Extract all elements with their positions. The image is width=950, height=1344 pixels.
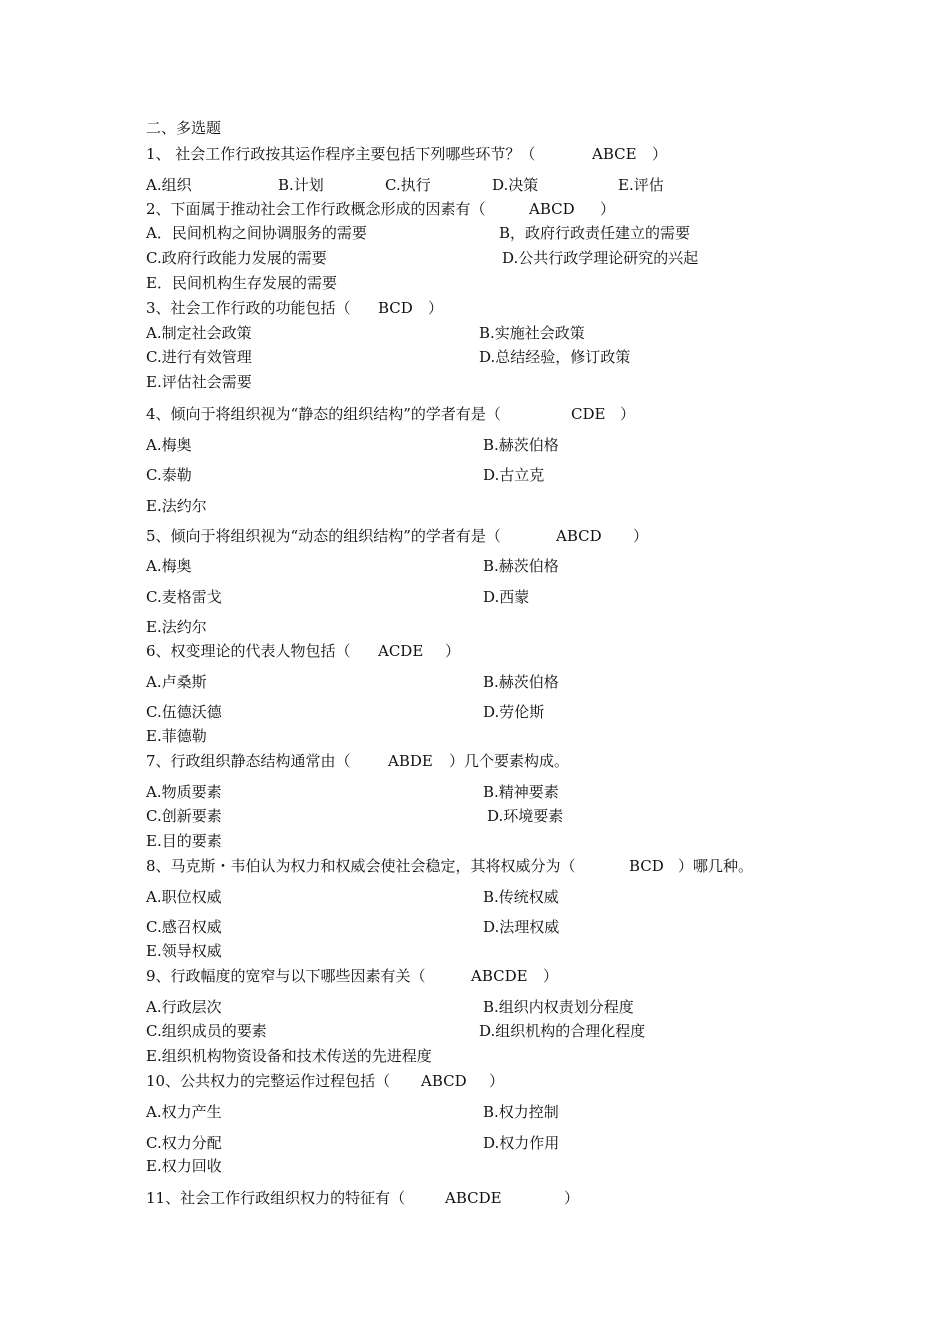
question-4-stem-end: ） <box>620 405 636 423</box>
question-5-option-e: E.法约尔 <box>146 618 207 636</box>
question-4-option-e: E.法约尔 <box>146 497 207 515</box>
question-5-stem: 5、倾向于将组织视为“动态的组织结构”的学者有是（ <box>146 527 501 545</box>
question-1-stem-end: ） <box>652 145 668 163</box>
question-2-option-d: D.公共行政学理论研究的兴起 <box>502 249 699 267</box>
question-11-answer: ABCDE <box>445 1189 502 1207</box>
question-3-option-c: C.进行有效管理 <box>146 348 252 366</box>
question-5-option-c: C.麦格雷戈 <box>146 588 222 606</box>
question-9-stem-end: ） <box>543 967 559 985</box>
question-9-option-c: C.组织成员的要素 <box>146 1022 267 1040</box>
question-2-option-a: A．民间机构之间协调服务的需要 <box>146 224 367 242</box>
question-9-option-a: A.行政层次 <box>146 998 222 1016</box>
question-8-option-d: D.法理权威 <box>483 918 560 936</box>
question-6-answer: ACDE <box>378 642 424 660</box>
question-3-option-a: A.制定社会政策 <box>146 324 252 342</box>
question-4-option-c: C.泰勒 <box>146 466 192 484</box>
question-1-option-a: A.组织 <box>146 176 192 194</box>
question-3-stem: 3、社会工作行政的功能包括（ <box>146 299 351 317</box>
question-7-option-a: A.物质要素 <box>146 783 222 801</box>
question-5-option-d: D.西蒙 <box>483 588 530 606</box>
question-7-stem: 7、行政组织静态结构通常由（ <box>146 752 351 770</box>
question-5-stem-end: ） <box>633 527 649 545</box>
question-7-option-d: D.环境要素 <box>487 807 564 825</box>
question-6-option-b: B.赫茨伯格 <box>483 673 559 691</box>
question-8-option-a: A.职位权威 <box>146 888 222 906</box>
question-9-option-d: D.组织机构的合理化程度 <box>479 1022 646 1040</box>
question-7-option-c: C.创新要素 <box>146 807 222 825</box>
question-6-option-d: D.劳伦斯 <box>483 703 545 721</box>
question-1-option-b: B.计划 <box>278 176 324 194</box>
question-2-option-e: E．民间机构生存发展的需要 <box>146 274 337 292</box>
question-10-option-d: D.权力作用 <box>483 1134 560 1152</box>
question-10-option-b: B.权力控制 <box>483 1103 559 1121</box>
question-3-option-b: B.实施社会政策 <box>479 324 585 342</box>
question-8-answer: BCD <box>629 857 664 875</box>
question-4-option-b: B.赫茨伯格 <box>483 436 559 454</box>
question-2-option-b: B，政府行政责任建立的需要 <box>499 224 691 242</box>
question-5-answer: ABCD <box>556 527 602 545</box>
question-6-option-e: E.菲德勒 <box>146 727 207 745</box>
question-10-option-a: A.权力产生 <box>146 1103 222 1121</box>
question-1-stem: 1、 社会工作行政按其运作程序主要包括下列哪些环节？（ <box>146 145 536 163</box>
question-1-option-d: D.决策 <box>492 176 539 194</box>
question-2-option-c: C.政府行政能力发展的需要 <box>146 249 327 267</box>
question-10-answer: ABCD <box>421 1072 467 1090</box>
question-1-option-c: C.执行 <box>385 176 431 194</box>
question-8-option-b: B.传统权威 <box>483 888 559 906</box>
question-11-stem-end: ） <box>564 1189 580 1207</box>
question-10-option-c: C.权力分配 <box>146 1134 222 1152</box>
question-7-answer: ABDE <box>388 752 433 770</box>
question-2-stem-end: ） <box>600 200 616 218</box>
question-3-option-d: D.总结经验，修订政策 <box>479 348 631 366</box>
question-6-option-c: C.伍德沃德 <box>146 703 222 721</box>
question-11-stem: 11、社会工作行政组织权力的特征有（ <box>146 1189 406 1207</box>
question-8-stem: 8、马克斯・韦伯认为权力和权威会使社会稳定，其将权威分为（ <box>146 857 576 875</box>
question-9-option-b: B.组织内权责划分程度 <box>483 998 634 1016</box>
question-10-option-e: E.权力回收 <box>146 1157 222 1175</box>
question-6-option-a: A.卢桑斯 <box>146 673 207 691</box>
question-2-stem: 2、下面属于推动社会工作行政概念形成的因素有（ <box>146 200 486 218</box>
question-6-stem: 6、权变理论的代表人物包括（ <box>146 642 351 660</box>
question-7-option-b: B.精神要素 <box>483 783 559 801</box>
question-8-option-c: C.感召权威 <box>146 918 222 936</box>
question-2-answer: ABCD <box>529 200 575 218</box>
question-5-option-b: B.赫茨伯格 <box>483 557 559 575</box>
section-title: 二、多选题 <box>146 119 222 137</box>
question-9-stem: 9、行政幅度的宽窄与以下哪些因素有关（ <box>146 967 426 985</box>
question-7-option-e: E.目的要素 <box>146 832 222 850</box>
question-4-option-d: D.古立克 <box>483 466 545 484</box>
question-6-stem-end: ） <box>445 642 461 660</box>
question-10-stem-end: ） <box>489 1072 505 1090</box>
question-8-stem-end: ）哪几种。 <box>678 857 754 875</box>
question-7-stem-end: ）几个要素构成。 <box>449 752 570 770</box>
question-1-answer: ABCE <box>592 145 637 163</box>
question-4-option-a: A.梅奥 <box>146 436 192 454</box>
question-1-option-e: E.评估 <box>618 176 664 194</box>
question-3-answer: BCD <box>378 299 413 317</box>
question-3-option-e: E.评估社会需要 <box>146 373 252 391</box>
question-10-stem: 10、公共权力的完整运作过程包括（ <box>146 1072 391 1090</box>
question-3-stem-end: ） <box>428 299 444 317</box>
question-9-option-e: E.组织机构物资设备和技术传送的先进程度 <box>146 1047 432 1065</box>
question-4-stem: 4、倾向于将组织视为“静态的组织结构”的学者有是（ <box>146 405 501 423</box>
question-9-answer: ABCDE <box>471 967 528 985</box>
question-8-option-e: E.领导权威 <box>146 942 222 960</box>
question-4-answer: CDE <box>571 405 606 423</box>
question-5-option-a: A.梅奥 <box>146 557 192 575</box>
